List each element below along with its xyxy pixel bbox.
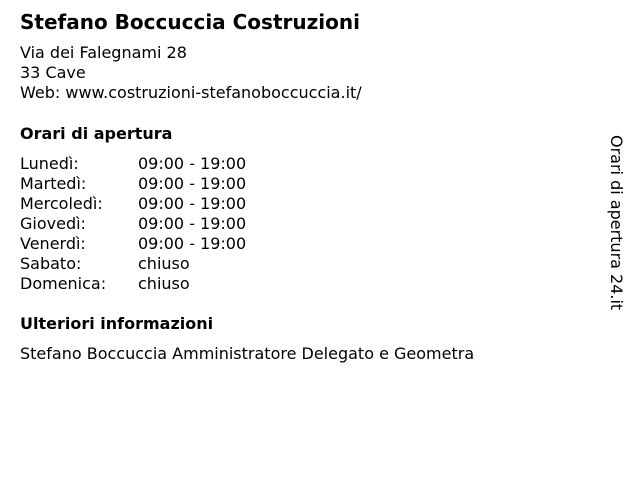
time-value: 09:00 - 19:00 bbox=[138, 214, 247, 233]
site-watermark: Orari di apertura 24.it bbox=[607, 135, 626, 311]
hours-row-tuesday bbox=[20, 174, 320, 194]
hours-row-monday bbox=[20, 154, 320, 174]
address-street: Via dei Falegnami 28 bbox=[20, 43, 187, 62]
info-heading: Ulteriori informazioni bbox=[20, 314, 214, 333]
day-label: Lunedì: bbox=[20, 154, 79, 173]
day-label: Sabato: bbox=[20, 254, 82, 273]
info-text: Stefano Boccuccia Amministratore Delegato e Geometra bbox=[20, 344, 475, 363]
website-text: Web: www.costruzioni-stefanoboccuccia.it/ bbox=[20, 83, 362, 102]
hours-row-saturday bbox=[20, 254, 320, 274]
time-value: 09:00 - 19:00 bbox=[138, 154, 247, 173]
time-value: 09:00 - 19:00 bbox=[138, 234, 247, 253]
day-label: Domenica: bbox=[20, 274, 107, 293]
business-name: Stefano Boccuccia Costruzioni bbox=[20, 10, 360, 34]
hours-row-wednesday bbox=[20, 194, 320, 214]
address-city: 33 Cave bbox=[20, 63, 86, 82]
hours-row-thursday bbox=[20, 214, 320, 234]
time-value: chiuso bbox=[138, 274, 190, 293]
day-label: Venerdì: bbox=[20, 234, 86, 253]
time-value: chiuso bbox=[138, 254, 190, 273]
day-label: Giovedì: bbox=[20, 214, 86, 233]
day-label: Martedì: bbox=[20, 174, 87, 193]
time-value: 09:00 - 19:00 bbox=[138, 174, 247, 193]
hours-row-friday bbox=[20, 234, 320, 254]
time-value: 09:00 - 19:00 bbox=[138, 194, 247, 213]
opening-hours-list bbox=[20, 154, 320, 294]
address-block bbox=[20, 43, 362, 103]
day-label: Mercoledì: bbox=[20, 194, 103, 213]
hours-heading: Orari di apertura bbox=[20, 124, 173, 143]
hours-row-sunday bbox=[20, 274, 320, 294]
